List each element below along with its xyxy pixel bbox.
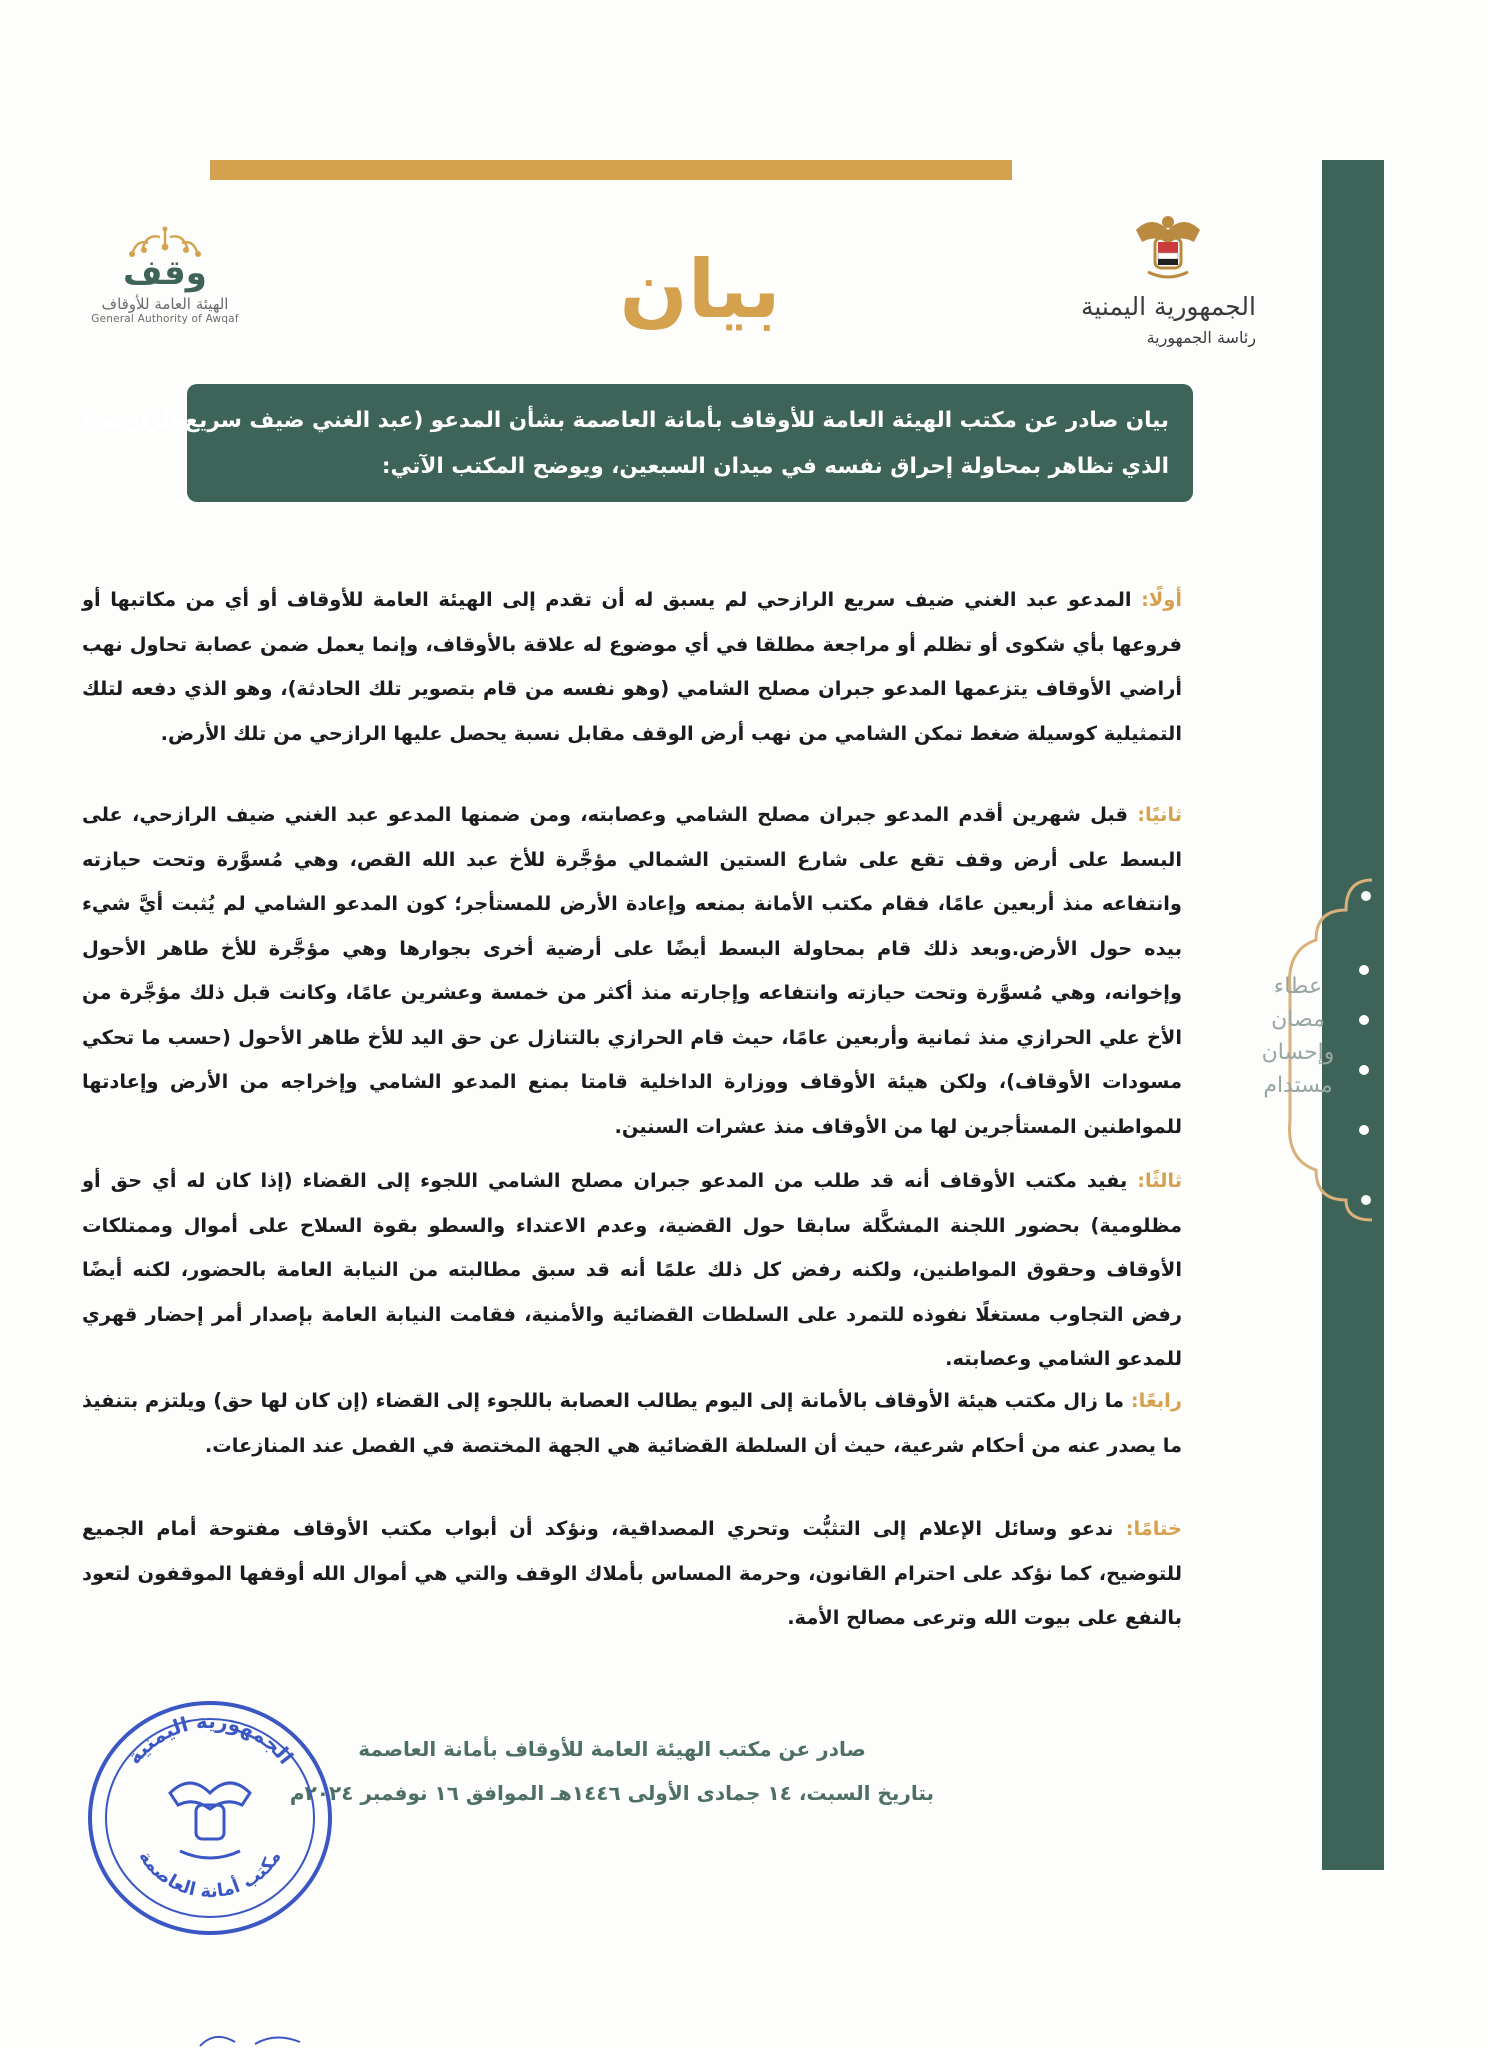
- slogan-word: عطاء: [1273, 974, 1323, 999]
- section-label: ثانيًا:: [1137, 803, 1182, 826]
- section-text: قبل شهرين أقدم المدعو جبران مصلح الشامي وعصابته، ومن ضمنها المدعو عبد الغني ضيف الرازحي، على البسط على أرض وقف تقع على شارع الستين الشمالي مؤجَّرة للأخ عبد الله القص، وهي مُسوَّرة وتحت حيازته وانتفاعه منذ أربعين عامًا، فقام مكتب الأمانة بمنعه وإعادة الأرض للمستأجر؛ كون المدعو الشامي لم يُثبت أيَّ شيء بيده حول الأرض.وبعد ذلك قام بمحاولة البسط أيضًا على أرضية أخرى بجوارها وهي مؤجَّرة للأخ طاهر الأحول وإخوانه، وهي مُسوَّرة وتحت حيازته وانتفاعه وإجارته منذ أكثر من خمسة وعشرين عامًا، وكانت قبل ذلك مؤجَّرة من الأخ علي الحرازي منذ ثمانية وأربعين عامًا، حيث قام الحرازي بالتنازل عن حق اليد للأخ طاهر الأحول (حسب ما تحكي مسودات الأوقاف)، ولكن هيئة الأوقاف ووزارة الداخلية قامتا بمنع المدعو الشامي وإخراجه من الأرض وإعادتها للمواطنين المستأجرين لها من الأوقاف منذ عشرات السنين.: [82, 803, 1182, 1138]
- awqaf-english-name: General Authority of Awqaf: [91, 313, 239, 325]
- section-label: رابعًا:: [1130, 1389, 1182, 1412]
- awqaf-arabic-name: الهيئة العامة للأوقاف: [101, 295, 229, 313]
- intro-line-1: بيان صادر عن مكتب الهيئة العامة للأوقاف بأمانة العاصمة بشأن المدعو (عبد الغني ضيف سريع الرازحي): [81, 408, 1169, 433]
- section-text: ندعو وسائل الإعلام إلى التثبُّت وتحري المصداقية، ونؤكد أن أبواب مكتب الأوقاف مفتوحة أمام الجميع للتوضيح، كما نؤكد على احترام القانون، وحرمة المساس بأملاك الوقف والتي هي أموال الله أوقفها الموقفون لتعود بالنفع على بيوت الله وترعى مصالح الأمة.: [82, 1517, 1182, 1629]
- svg-text:مكتب أمانة العاصمة: مكتب أمانة العاصمة: [134, 1846, 286, 1903]
- eagle-emblem-icon: [1128, 208, 1208, 288]
- section-third: [82, 1159, 1182, 1382]
- issue-date: بتاريخ السبت، ١٤ جمادى الأولى ١٤٤٦هـ الموافق ١٦ نوفمبر ٢٠٢٤م: [289, 1781, 935, 1805]
- issuer-footer: [282, 1727, 942, 1815]
- statement-title: بيان: [619, 243, 781, 336]
- section-text: ما زال مكتب هيئة الأوقاف بالأمانة إلى اليوم يطالب العصابة باللجوء إلى القضاء (إن كان لها حق) ويلتزم بتنفيذ ما يصدر عنه من أحكام شرعية، حيث أن السلطة القضائية هي الجهة المختصة في الفصل عند المنازعات.: [82, 1389, 1182, 1457]
- presidency-name: رئاسة الجمهورية: [1146, 328, 1256, 347]
- intro-line-2: الذي تظاهر بمحاولة إحراق نفسه في ميدان السبعين، ويوضح المكتب الآتي:: [381, 454, 1169, 479]
- scan-mark-icon: [195, 2030, 305, 2048]
- section-label: ختامًا:: [1125, 1517, 1182, 1540]
- office-stamp-icon: [80, 1693, 340, 1943]
- top-gold-bar: [210, 160, 1012, 180]
- slogan-word: مستدام: [1263, 1073, 1333, 1098]
- section-first: [82, 578, 1182, 756]
- republic-name: الجمهورية اليمنية: [1080, 292, 1256, 321]
- section-text: المدعو عبد الغني ضيف سريع الرازحي لم يسبق له أن تقدم إلى الهيئة العامة للأوقاف أو أي من مكاتبها أو فروعها بأي شكوى أو تظلم أو مراجعة مطلقا في أي موضوع له علاقة بالأوقاف، وإنما يعمل ضمن عصابة تحاول نهب أراضي الأوقاف يتزعمها المدعو جبران مصلح الشامي (وهو نفسه من قام بتصوير تلك الحادثة)، وهو الذي دفعه لتلك التمثيلية كوسيلة ضغط تمكن الشامي من نهب أرض الوقف مقابل نسبة يحصل عليها الرازحي من تلك الأرض.: [82, 588, 1182, 745]
- issuer-line: صادر عن مكتب الهيئة العامة للأوقاف بأمانة العاصمة: [358, 1737, 866, 1761]
- awqaf-logo: [80, 225, 250, 345]
- slogan-word: مصان: [1271, 1007, 1325, 1032]
- slogan-word: وإحسان: [1261, 1040, 1335, 1065]
- awqaf-slogan: [1258, 970, 1338, 1102]
- section-fourth: [82, 1379, 1182, 1468]
- section-conclusion: [82, 1507, 1182, 1641]
- awqaf-word: وقف: [123, 253, 207, 293]
- section-text: يفيد مكتب الأوقاف أنه قد طلب من المدعو جبران مصلح الشامي اللجوء إلى القضاء (إذا كان له أي حق أو مظلومية) بحضور اللجنة المشكَّلة سابقا حول القضية، وعدم الاعتداء والسطو بقوة السلاح على أموال وممتلكات الأوقاف وحقوق المواطنين، ولكنه رفض كل ذلك علمًا أنه قد سبق مطالبته من النيابة العامة بالحضور، لكنه أيضًا رفض التجاوب مستغلًا نفوذه للتمرد على السلطات القضائية والأمنية، فقامت النيابة العامة بإصدار أمر إحضار قهري للمدعو الشامي وعصابته.: [82, 1169, 1182, 1370]
- republic-presidency-logo: [1080, 208, 1270, 348]
- svg-text:الجمهورية اليمنية: الجمهورية اليمنية: [122, 1708, 299, 1769]
- intro-box: [81, 384, 1193, 502]
- section-second: [82, 793, 1182, 1149]
- section-label: ثالثًا:: [1137, 1169, 1182, 1192]
- section-label: أولًا:: [1141, 588, 1182, 611]
